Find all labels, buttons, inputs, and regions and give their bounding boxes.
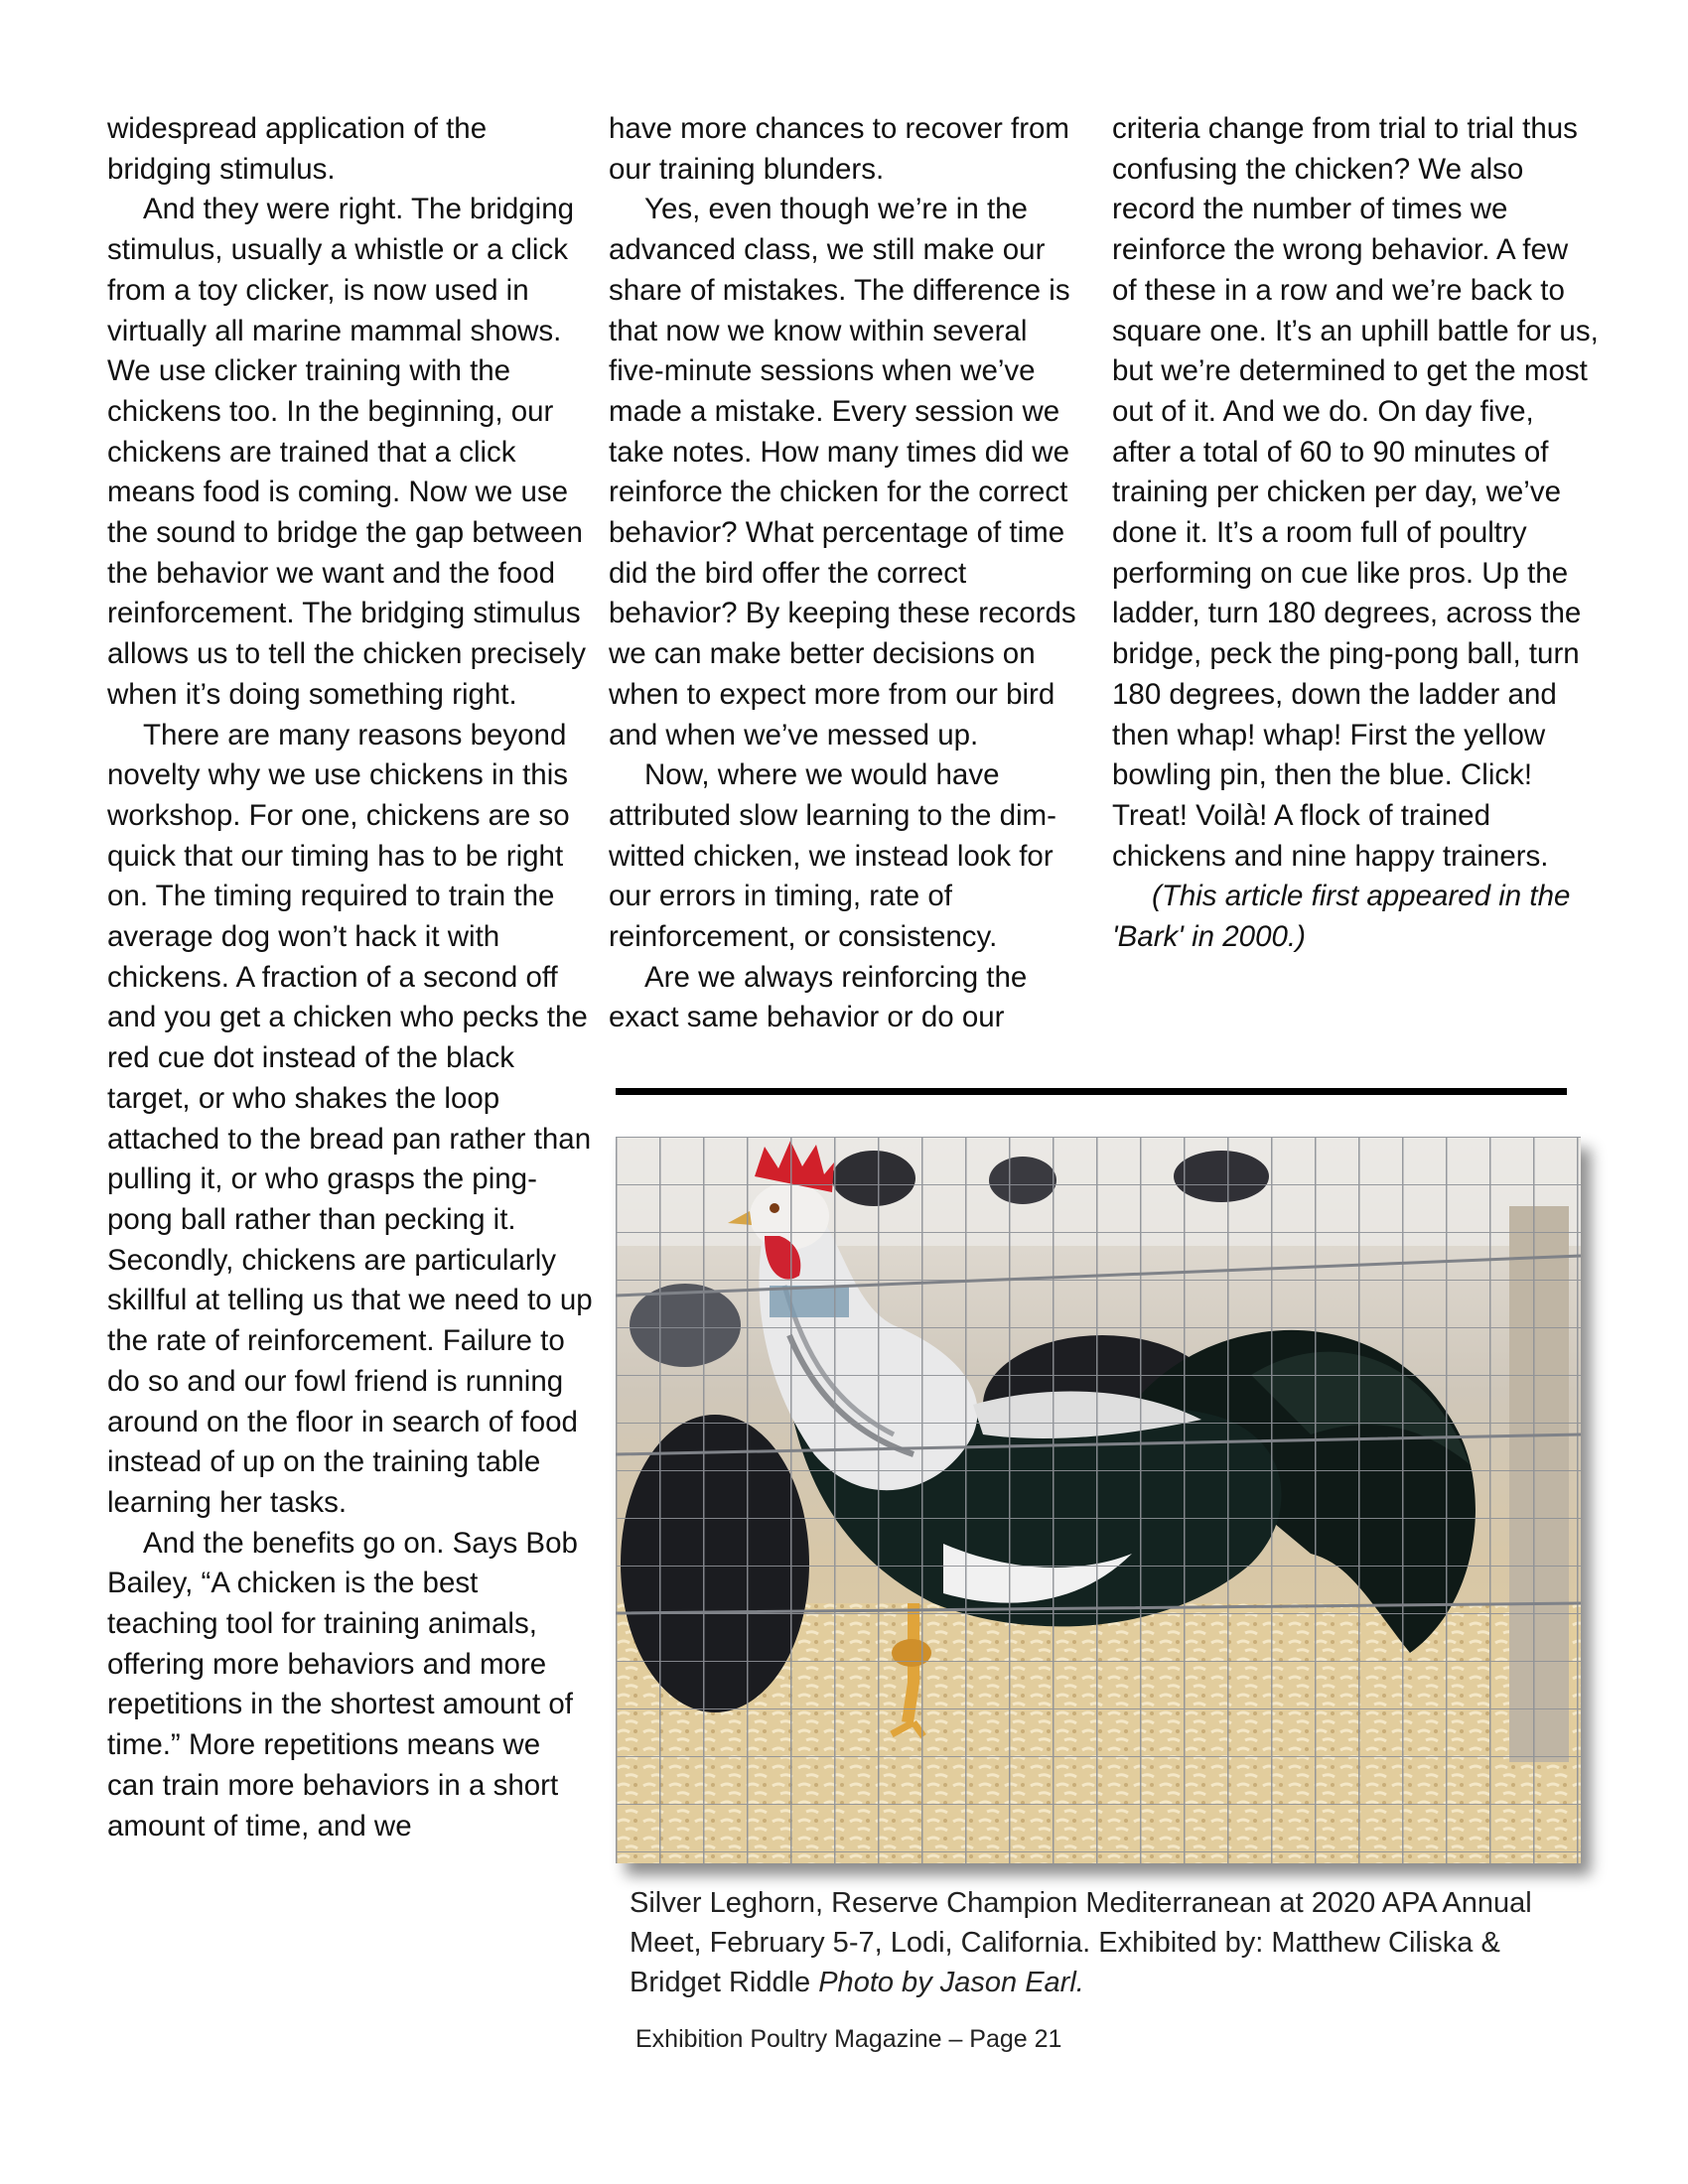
- paragraph: widespread application of the bridging stimulus.: [107, 112, 488, 186]
- photo-caption: [630, 1883, 1583, 2002]
- text-column-1: [107, 109, 594, 1846]
- text-column-3: [1112, 109, 1599, 958]
- paragraph: And they were right. The bridging stimulus, usually a whistle or a click from a toy clicker, is now used in virtually all marine mammal shows. We use clicker training with the chickens too. In the beginning, our chickens are trained that a click means food is coming. Now we use the sound to bridge the gap between the behavior we want and the food reinforcement. The bridging stimulus allows us to tell the chicken precisely when it’s doing something right.: [107, 193, 587, 711]
- photo-credit: Photo by Jason Earl.: [818, 1967, 1084, 1998]
- paragraph: have more chances to recover from our training blunders.: [609, 112, 1070, 186]
- caption-text: Silver Leghorn, Reserve Champion Mediterranean at 2020 APA Annual Meet, February 5-7, Lodi, California. Exhibited by: Matthew Ciliska & Bridget Riddle: [630, 1887, 1532, 1998]
- text-column-2: [609, 109, 1085, 1038]
- paragraph: criteria change from trial to trial thus confusing the chicken? We also record the number of times we reinforce the wrong behavior. A few of these in a row and we’re back to square one. It’s an uphill battle for us, but we’re determined to get the most out of it. And we do. On day five, after a total of 60 to 90 minutes of training per chicken per day, we’ve done it. It’s a room full of poultry performing on cue like pros. Up the ladder, turn 180 degrees, across the bridge, peck the ping-pong ball, turn 180 degrees, down the ladder and then whap! whap! First the yellow bowling pin, then the blue. Click! Treat! Voilà! A flock of trained chickens and nine happy trainers.: [1112, 112, 1599, 873]
- paragraph: (This article first appeared in the 'Bark' in 2000.): [1112, 880, 1571, 954]
- paragraph: Are we always reinforcing the exact same behavior or do our: [609, 960, 1028, 1034]
- rooster-photo: [616, 1137, 1581, 1863]
- page-footer: Exhibition Poultry Magazine – Page 21: [635, 2025, 1062, 2053]
- divider-rule: [616, 1088, 1567, 1095]
- paragraph: And the benefits go on. Says Bob Bailey, “A chicken is the best teaching tool for training animals, offering more behaviors and more repetitions in the shortest amount of time.” More repetitions means we can train more behaviors in a short amount of time, and we: [107, 1526, 578, 1843]
- paragraph: There are many reasons beyond novelty why we use chickens in this workshop. For one, chickens are so quick that our timing has to be right on. The timing required to train the average dog won’t hack it with chickens. A fraction of a second off and you get a chicken who pecks the red cue dot instead of the black target, or who shakes the loop attached to the bread pan rather than pulling it, or who grasps the ping-pong ball rather than pecking it. Secondly, chickens are particularly skillful at telling us that we need to up the rate of reinforcement. Failure to do so and our fowl friend is running around on the floor in search of food instead of up on the training table learning her tasks.: [107, 718, 593, 1519]
- paragraph: Yes, even though we’re in the advanced class, we still make our share of mistakes. The difference is that now we know within several five-minute sessions when we’ve made a mistake. Every session we take notes. How many times did we reinforce the chicken for the correct behavior? What percentage of time did the bird offer the correct behavior? By keeping these records we can make better decisions on when to expect more from our bird and when we’ve messed up.: [609, 193, 1076, 751]
- paragraph: Now, where we would have attributed slow learning to the dim-witted chicken, we instead look for our errors in timing, rate of reinforcement, or consistency.: [609, 758, 1056, 954]
